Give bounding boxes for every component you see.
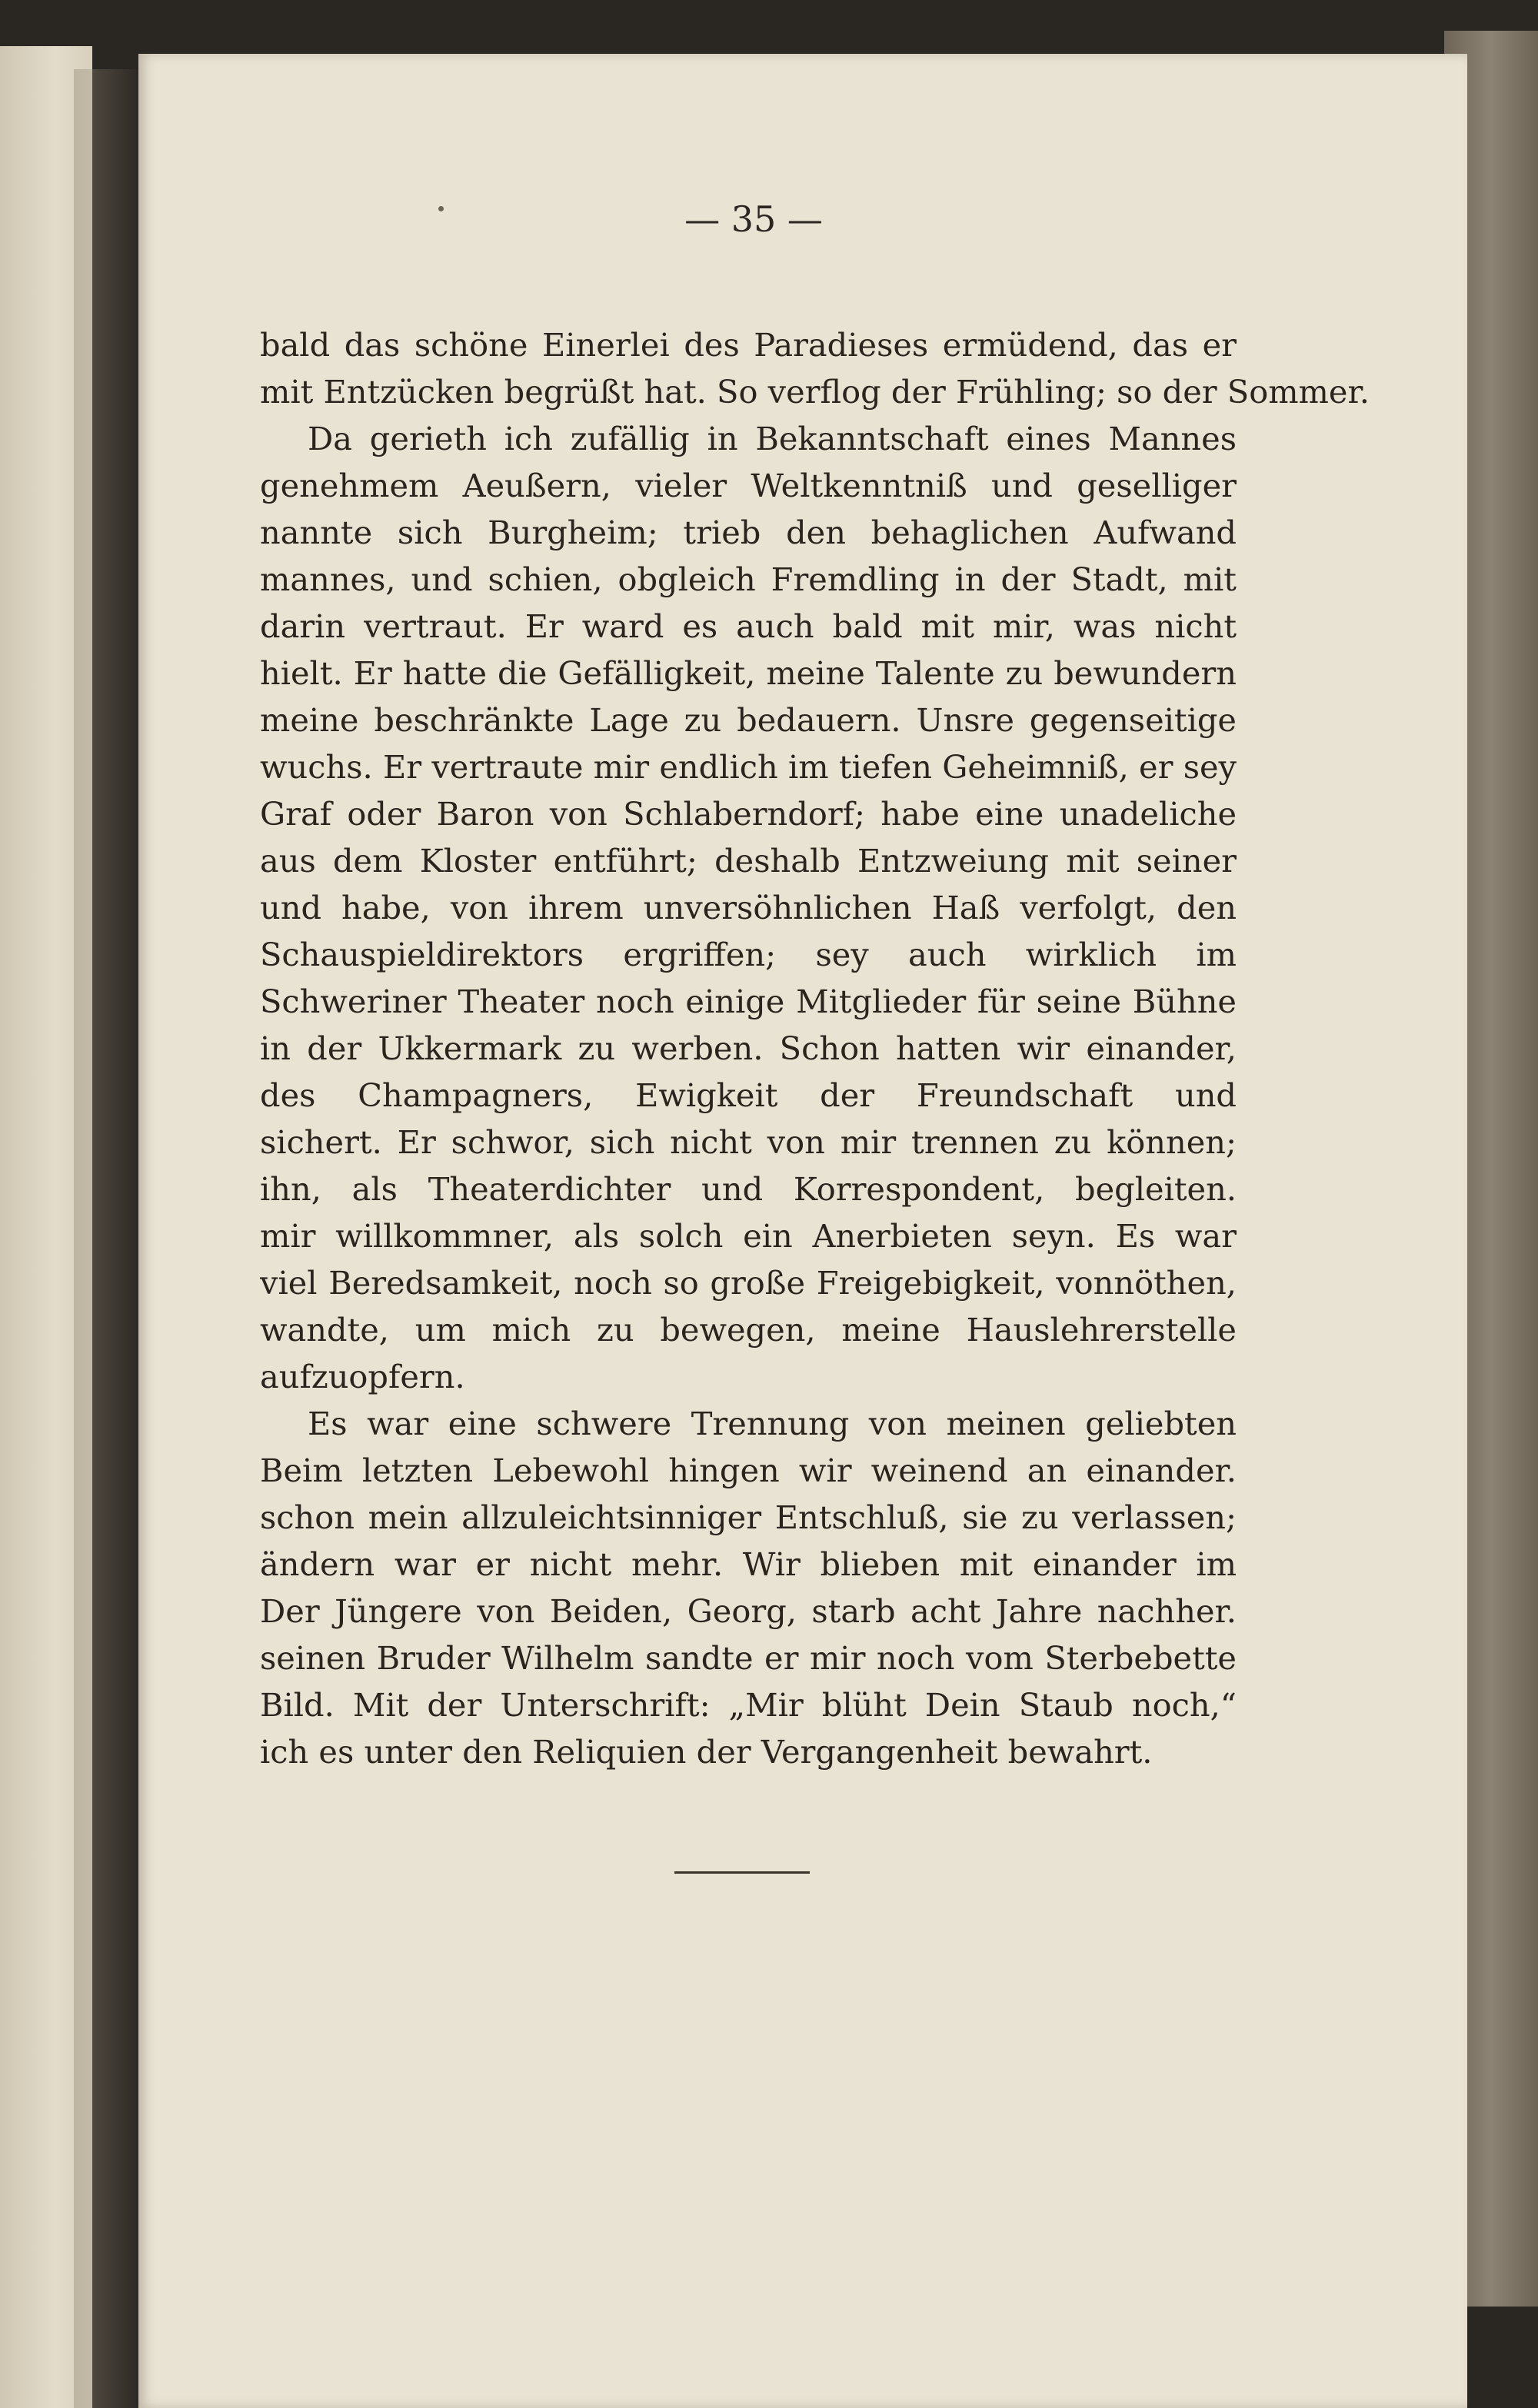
text-line: wuchs. Er vertraute mir endlich im tiefen Geheimniß, er sey (260, 748, 1237, 786)
text-line: Der Jüngere von Beiden, Georg, starb acht Jahre nachher. (260, 1592, 1237, 1630)
text-line: hielt. Er hatte die Gefälligkeit, meine Talente zu bewundern (260, 654, 1237, 692)
paragraph (260, 321, 1370, 415)
text-line: ändern war er nicht mehr. Wir blieben mit einander im (260, 1545, 1237, 1583)
text-line: genehmem Aeußern, vieler Weltkenntniß und geselliger (260, 467, 1237, 504)
text-line: bald das schöne Einerlei des Paradieses ermüdend, das er (260, 326, 1237, 364)
text-line: in der Ukkermark zu werben. Schon hatten wir einander, (260, 1029, 1237, 1067)
text-line: Beim letzten Lebewohl hingen wir weinend an einander. (260, 1452, 1237, 1489)
text-line: wandte, um mich zu bewegen, meine Hauslehrerstelle (260, 1311, 1237, 1349)
paragraph (260, 1400, 1237, 1775)
text-line: darin vertraut. Er ward es auch bald mit mir, was nicht (260, 607, 1237, 645)
text-line: ich es unter den Reliquien der Vergangenheit bewahrt. (260, 1733, 1153, 1771)
text-line: mir willkommner, als solch ein Anerbieten seyn. Es war (260, 1217, 1237, 1255)
page-gutter-shadow (74, 69, 143, 2408)
text-line: meine beschränkte Lage zu bedauern. Unsre gegenseitige (260, 701, 1237, 739)
text-line: mit Entzücken begrüßt hat. So verflog der Frühling; so der Sommer. (260, 373, 1370, 411)
text-line: schon mein allzuleichtsinniger Entschluß, sie zu verlassen; (260, 1498, 1237, 1536)
text-line: aus dem Kloster entführt; deshalb Entzweiung mit seiner (260, 842, 1237, 880)
text-line: Da gerieth ich zufällig in Bekanntschaft eines Mannes (308, 420, 1237, 457)
text-line: sichert. Er schwor, sich nicht von mir trennen zu können; (260, 1123, 1237, 1161)
text-line: mannes, und schien, obgleich Fremdling in der Stadt, mit (260, 560, 1237, 598)
text-line: ihn, als Theaterdichter und Korrespondent, begleiten. (260, 1170, 1237, 1208)
text-line: Bild. Mit der Unterschrift: „Mir blüht Dein Staub noch,“ (260, 1686, 1237, 1724)
body-text (260, 321, 1370, 1775)
text-line: viel Beredsamkeit, noch so große Freigebigkeit, vonnöthen, (260, 1264, 1237, 1302)
text-line: aufzuopfern. (260, 1358, 465, 1395)
page-number: — 35 — (684, 198, 823, 240)
text-line: Graf oder Baron von Schlaberndorf; habe eine unadeliche (260, 795, 1237, 833)
text-line: seinen Bruder Wilhelm sandte er mir noch vom Sterbebette (260, 1639, 1237, 1677)
text-line: nannte sich Burgheim; trieb den behaglichen Aufwand (260, 514, 1237, 551)
paper-speck (438, 206, 444, 211)
paragraph (260, 415, 1237, 1400)
text-line: und habe, von ihrem unversöhnlichen Haß verfolgt, den (260, 889, 1237, 926)
text-line: des Champagners, Ewigkeit der Freundschaft und (260, 1076, 1237, 1114)
text-line: Schauspieldirektors ergriffen; sey auch wirklich im (260, 936, 1237, 973)
end-rule (674, 1871, 810, 1874)
text-line: Schweriner Theater noch einige Mitglieder für seine Bühne (260, 983, 1237, 1020)
text-line: Es war eine schwere Trennung von meinen geliebten (308, 1405, 1237, 1442)
